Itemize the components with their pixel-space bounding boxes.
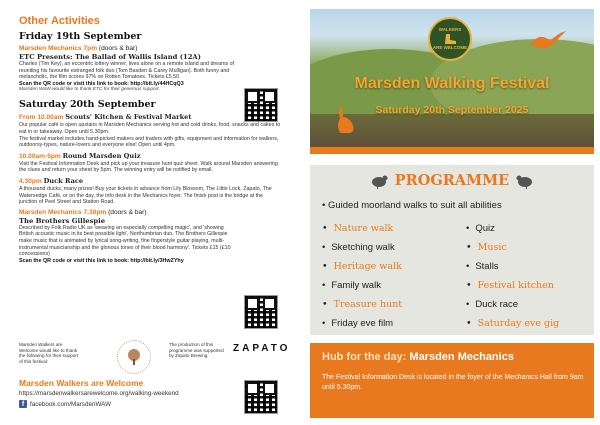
event-desc-gig: Described by Folk Radio UK as 'weaving an especially compelling magic', and 'showing British acoustic music in its best possible light', Northumbrian duo, The Brothers Gillespie make music that is animated by lyrical song-writing, fine fingerstyle guitar playing, multi-instrumental musicianship and the glorious tones of their blood harmony'. Tickets £15 (£10 concessions) [19,224,231,258]
event-title-quiz: Round Marsden Quiz [62,151,141,160]
badge-text-bottom: ARE WELCOME [432,45,468,50]
programme-item [322,295,402,314]
section-title: Other Activities [19,15,100,27]
programme-item [466,238,559,257]
programme-item-label: Heritage walk [333,261,402,272]
programme-item-label: Family walk [331,280,381,291]
programme-item-label: Festival kitchen [477,280,554,291]
programme-item [322,238,402,257]
qr-code-website[interactable] [244,380,278,414]
facebook-url: facebook.com/MarsdenWAW [30,400,112,408]
event-venue-time: Marsden Mechanics 7pm [19,45,98,52]
bullet-icon: • [466,299,470,310]
organiser-name: Marsden Walkers are Welcome [19,378,144,388]
programme-item-label: Treasure hunt [333,299,403,310]
programme-item-label: Saturday eve gig [477,318,560,329]
event-title-gig: The Brothers Gillespie [19,216,106,225]
programme-item [466,295,559,314]
qr-code-gig[interactable] [244,295,278,329]
bullet-icon: • [322,318,326,329]
production-note: The production of this programme was supported by Zapato Brewing. [169,342,224,359]
event-header-market [19,113,281,122]
day-heading-saturday: Saturday 20th September [19,99,156,111]
programme-intro: • Guided moorland walks to suit all abilities [322,200,502,211]
programme-item-label: Duck race [475,299,519,310]
festival-date: Saturday 20th September 2025 [375,104,529,116]
event-desc-duck: A thousand ducks, many prizes! Buy your tickets in advance from Lily Blossom, The Little Lock, Zapato, The Watersedge Café, or on the day, the info desk in the Mechanics foyer. The finish post is the bridge at the junction of Peel Street and Station Road. [19,185,272,206]
event-title-film: ETC Presents: The Ballad of Wallis Island (12A) [19,53,201,61]
programme-item [322,219,402,238]
bullet-icon: • [466,318,472,329]
walkers-welcome-badge [428,17,472,61]
event-desc-market-stalls: The festival market includes hand-picked makers and traders with gifts, equipment and information for walkers, outdoorsy-types, nature-lovers and everyone else! Open until 4pm. [19,135,279,149]
event-title-duck: Duck Race [43,176,84,185]
programme-item-label: Nature walk [333,223,394,234]
facebook-link[interactable] [19,400,281,408]
event-header-duck [19,177,281,186]
booking-link-film[interactable]: Scan the QR code or visit this link to book: http://bit.ly/44HCqQ3 [19,80,184,87]
qr-code-film[interactable] [244,88,278,122]
etc-thanks: Marsden WaW would like to thank ETC for their generous support. [19,87,160,93]
bullet-icon: • [322,299,328,310]
tree-icon [123,346,145,368]
hub-venue: Marsden Mechanics [409,351,514,363]
hub-description: The Festival Information Desk is located in the foyer of the Mechanics Hall from 9am until 5.30pm. [322,374,584,391]
programme-heading: PROGRAMME [394,172,510,189]
bullet-icon: • [322,261,328,272]
event-note: (doors & bar) [108,208,147,216]
programme-item [322,314,402,333]
bullet-icon: • [466,223,470,234]
programme-item [466,276,559,295]
event-time: From 10.00am [19,114,64,122]
sponsor-row [19,340,291,376]
other-activities [19,15,281,264]
programme-item-label: Friday eve film [331,318,394,329]
programme-item-label: Quiz [475,223,495,234]
programme-intro-text: Guided moorland walks to suit all abilities [327,200,502,211]
website-link[interactable]: https://marsdenwalkersarewelcome.org/walking-weekend [19,390,179,397]
event-desc-quiz: Visit the Festival Information Desk and pick up your treasure hunt quiz sheet. Walk around Marsden answering the clues and return your sheet by 5pm. The winning entry will be notified by email. [19,160,278,174]
sponsor-thanks: Marsden Walkers are Welcome would like to thank the following for their support of this festival: [19,342,78,364]
event-header-quiz [19,152,281,161]
event-header-gig [19,209,281,217]
badge-text-top: WALKERS [438,27,462,32]
programme-col-1 [322,219,402,333]
programme-item-label: Music [477,242,507,253]
boot-icon [443,33,457,45]
programme-box [310,165,594,335]
left-panel [0,0,296,425]
programme-col-2 [466,219,559,333]
organiser-contact [19,378,281,408]
bullet-icon: • [322,242,326,253]
programme-item [466,257,559,276]
right-panel [304,0,600,425]
bullet-icon: • [466,261,470,272]
event-title-market: Scouts' Kitchen & Festival Market [65,113,192,122]
programme-item [322,276,402,295]
bullet-icon: • [466,242,472,253]
hub-prefix: Hub for the day: [322,351,407,363]
programme-item [322,257,402,276]
event-header-film [19,45,281,53]
festival-title: Marsden Walking Festival [354,75,550,92]
hub-box [310,343,594,418]
event-note: (doors & bar) [98,45,138,52]
zapato-logo: ZAPATO [233,343,291,354]
sponsor-logo [117,340,151,374]
hero-banner [310,9,594,154]
programme-item [466,314,559,333]
event-time: 4.30pm [19,177,42,185]
booking-link-gig[interactable]: Scan the QR code or visit this link to book: http://bit.ly/3HwZYhy [19,257,184,264]
event-venue-time: Marsden Mechanics 7.30pm [19,208,107,216]
hub-heading [322,351,514,363]
curlew-bird-icon [528,29,568,59]
day-heading-friday: Friday 19th September [19,31,142,42]
programme-item-label: Sketching walk [331,242,395,253]
bullet-icon: • [466,280,472,291]
bullet-icon: • [322,223,328,234]
accent-stripe [310,147,594,154]
event-time: 10.00am-5pm [19,152,61,160]
event-desc-market-cafe: Our popular café is open upstairs in Marsden Mechanics serving hot and cold drinks, food, snacks and cakes to eat in or takeaway. Open until 5.30pm. [19,122,281,135]
facebook-icon: f [19,400,27,408]
bullet-icon: • [322,280,326,291]
event-desc-film: Charles (Tim Key), an eccentric lottery winner, lives alone on a remote island and dreams of reuniting his favourite estranged folk duo (Tom Basden & Carey Mulligan). Both funny and melancholic, the film scores 97% on Rotten Tomatoes. Tickets £5.50 [19,61,235,81]
programme-item [466,219,559,238]
programme-item-label: Stalls [475,261,499,272]
